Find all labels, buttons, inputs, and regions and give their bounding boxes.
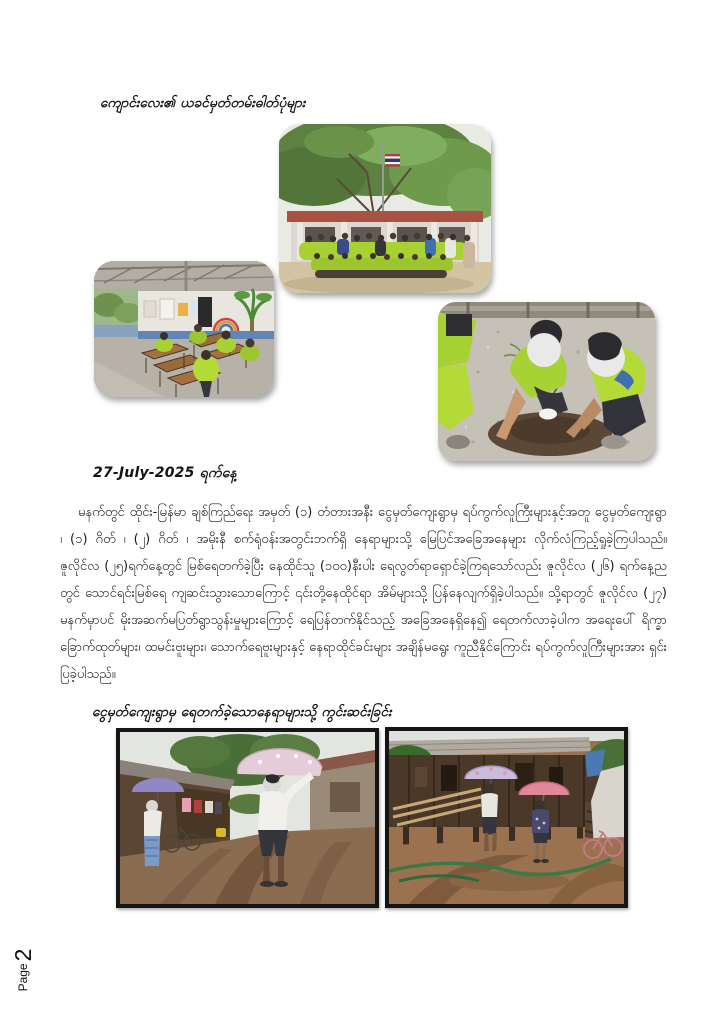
muddy-street-photo	[116, 728, 379, 908]
muddy-street-photo-illustration	[120, 732, 375, 904]
section-heading-field-visit: ငွေမှတ်ကျေးရွာမှ ရေတက်ခဲ့သောနေရာများသို့ ကွင်းဆင်းခြင်း	[92, 704, 392, 720]
school-group-photo	[279, 124, 491, 293]
page-label: Page	[16, 963, 30, 992]
tree-planting-photo-illustration	[438, 302, 655, 461]
yellow-bucket	[216, 828, 226, 837]
date-heading: 27-July-2025 ရက်နေ့	[93, 465, 237, 481]
stilt-house-photo	[385, 727, 628, 908]
blurred-face	[527, 333, 561, 367]
thai-flag-icon	[385, 154, 400, 167]
page-number	[6, 934, 40, 1006]
page-number-value: 2	[9, 948, 36, 962]
classroom-photo-illustration	[94, 261, 274, 397]
body-paragraph: မနက်တွင် ထိုင်း-မြန်မာ ချစ်ကြည်ရေး အမှတ် (၁) တံတားအနီး ငွေမှတ်ကျေးရွာမှ ရပ်ကွက်လူကြီးများနှင့်အတူ ငွေမှတ်ကျေးရွာ ၊ (၁) ဂိတ် ၊ (၂) ဂိတ် ၊ အမိုးနီ စက်ရုံဝန်းအတွင်းဘက်ရှိ နေရာများသို့ မြေပြင်အခြေအနေများ လိုက်လံကြည့်ရှုခဲ့ကြပါသည်။ ဇူလိုင်လ (၂၅)ရက်နေ့တွင် မြစ်ရေတက်ခဲ့ပြီး နေထိုင်သူ (၁၀၀)နီးပါး ရေလွတ်ရာရှောင်ခဲ့ကြရသော်လည်း ဇူလိုင်လ (၂၆) ရက်နေ့ညတွင် သောင်ရင်းမြစ်ရေ ကျဆင်းသွားသောကြောင့် ၎င်းတို့နေထိုင်ရာ အိမ်များသို့ ပြန်နေလျက်ရှိခဲ့ပါသည်။ သို့ရာတွင် ဇူလိုင်လ (၂၇) မနက်မှာပင် မိုးအဆက်မပြတ်ရွာသွန်းမှုများကြောင့် ရေပြန်တက်နိုင်သည့် အခြေအနေရှိနေ၍ ရေတက်လာခဲ့ပါက အရေးပေါ် ရိက္ခာ ခြောက်ထုတ်များ၊ ထမင်းဗူးများ၊ သောက်ရေဗူးများနှင့် နေရာထိုင်ခင်းများ အချိန်မရွေး ကူညီနိုင်ကြောင်း ရပ်ကွက်လူကြီးများအား ရှင်းပြခဲ့ပါသည်။	[60, 505, 667, 682]
red-roof	[287, 211, 483, 222]
tree-planting-photo	[438, 302, 655, 461]
school-group-photo-illustration	[279, 124, 491, 293]
stilt-house-photo-illustration	[389, 731, 624, 904]
classroom-photo	[94, 261, 274, 397]
section-heading-previous-photos: ကျောင်းလေး၏ ယခင်မှတ်တမ်းဓါတ်ပုံများ	[100, 95, 306, 111]
